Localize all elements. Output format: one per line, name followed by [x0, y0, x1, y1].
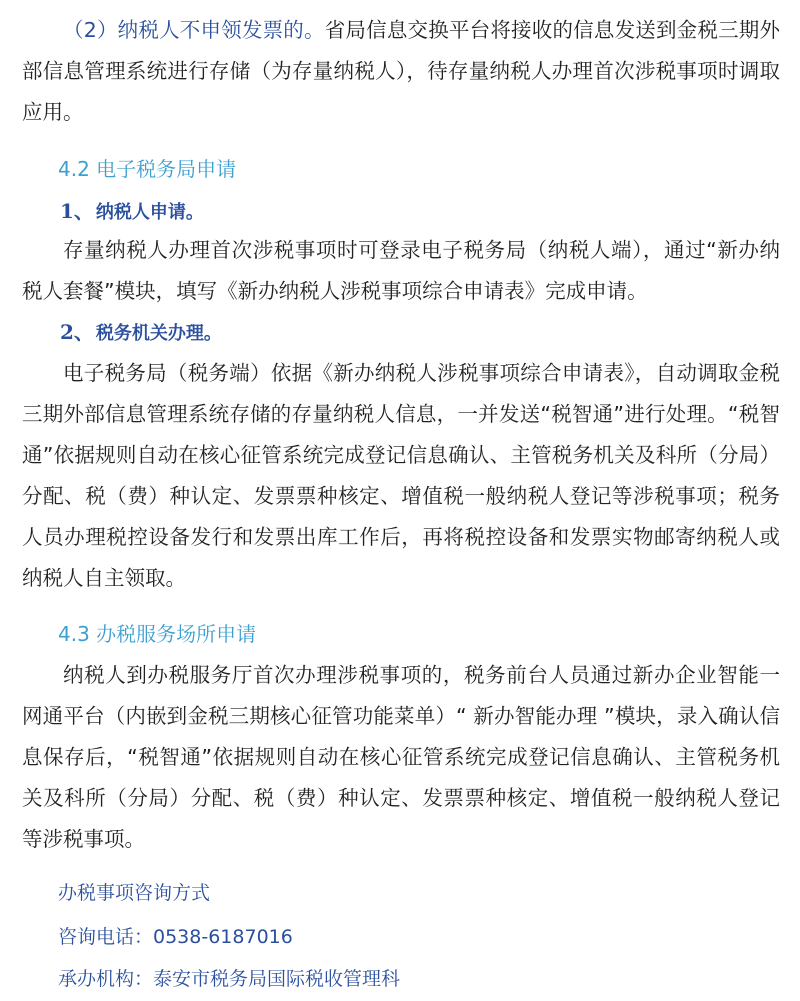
step1-heading	[60, 196, 204, 228]
consult-phone: 咨询电话：0538-6187016	[58, 926, 293, 948]
consult-org: 承办机构：泰安市税务局国际税收管理科	[58, 968, 401, 990]
step1-number: 1、	[60, 199, 94, 223]
section-4-2-heading: 4.2 电子税务局申请	[58, 157, 237, 181]
step2-heading	[60, 317, 222, 349]
section-4-3-paragraph: 纳税人到办税服务厅首次办理涉税事项的，税务前台人员通过新办企业智能一网通平台（内嵌到金税三期核心征管功能菜单）“ 新办智能办理 ”模块，录入确认信息保存后，“税智通”依据规则自动在核心征管系统完成登记信息确认、主管税务机关及科所（分局）分配、税（费）种认定、发票票种核定、增值税一般纳税人登记等涉税事项。	[22, 663, 780, 851]
intro-lead: （2）纳税人不申领发票的。	[63, 18, 325, 42]
step2-paragraph: 电子税务局（税务端）依据《新办纳税人涉税事项综合申请表》，自动调取金税三期外部信息管理系统存储的存量纳税人信息，一并发送“税智通”进行处理。“税智通”依据规则自动在核心征管系统完成登记信息确认、主管税务机关及科所（分局）分配、税（费）种认定、发票票种核定、增值税一般纳税人登记等涉税事项；税务人员办理税控设备发行和发票出库工作后，再将税控设备和发票实物邮寄纳税人或纳税人自主领取。	[22, 361, 780, 590]
step2-label: 税务机关办理。	[95, 323, 222, 344]
step2-number: 2、	[60, 320, 94, 344]
section-4-3-heading: 4.3 办税服务场所申请	[58, 622, 257, 646]
intro-text: 省局信息交换平台将接收的信息发送到金税三期外部信息管理系统进行存储（为存量纳税人），待存量纳税人办理首次涉税事项时调取应用。	[22, 18, 780, 124]
intro-paragraph	[22, 10, 780, 133]
consult-title: 办税事项咨询方式	[58, 882, 211, 904]
step1-paragraph: 存量纳税人办理首次涉税事项时可登录电子税务局（纳税人端），通过“新办纳税人套餐”模块，填写《新办纳税人涉税事项综合申请表》完成申请。	[22, 238, 780, 303]
step1-label: 纳税人申请。	[95, 202, 204, 223]
